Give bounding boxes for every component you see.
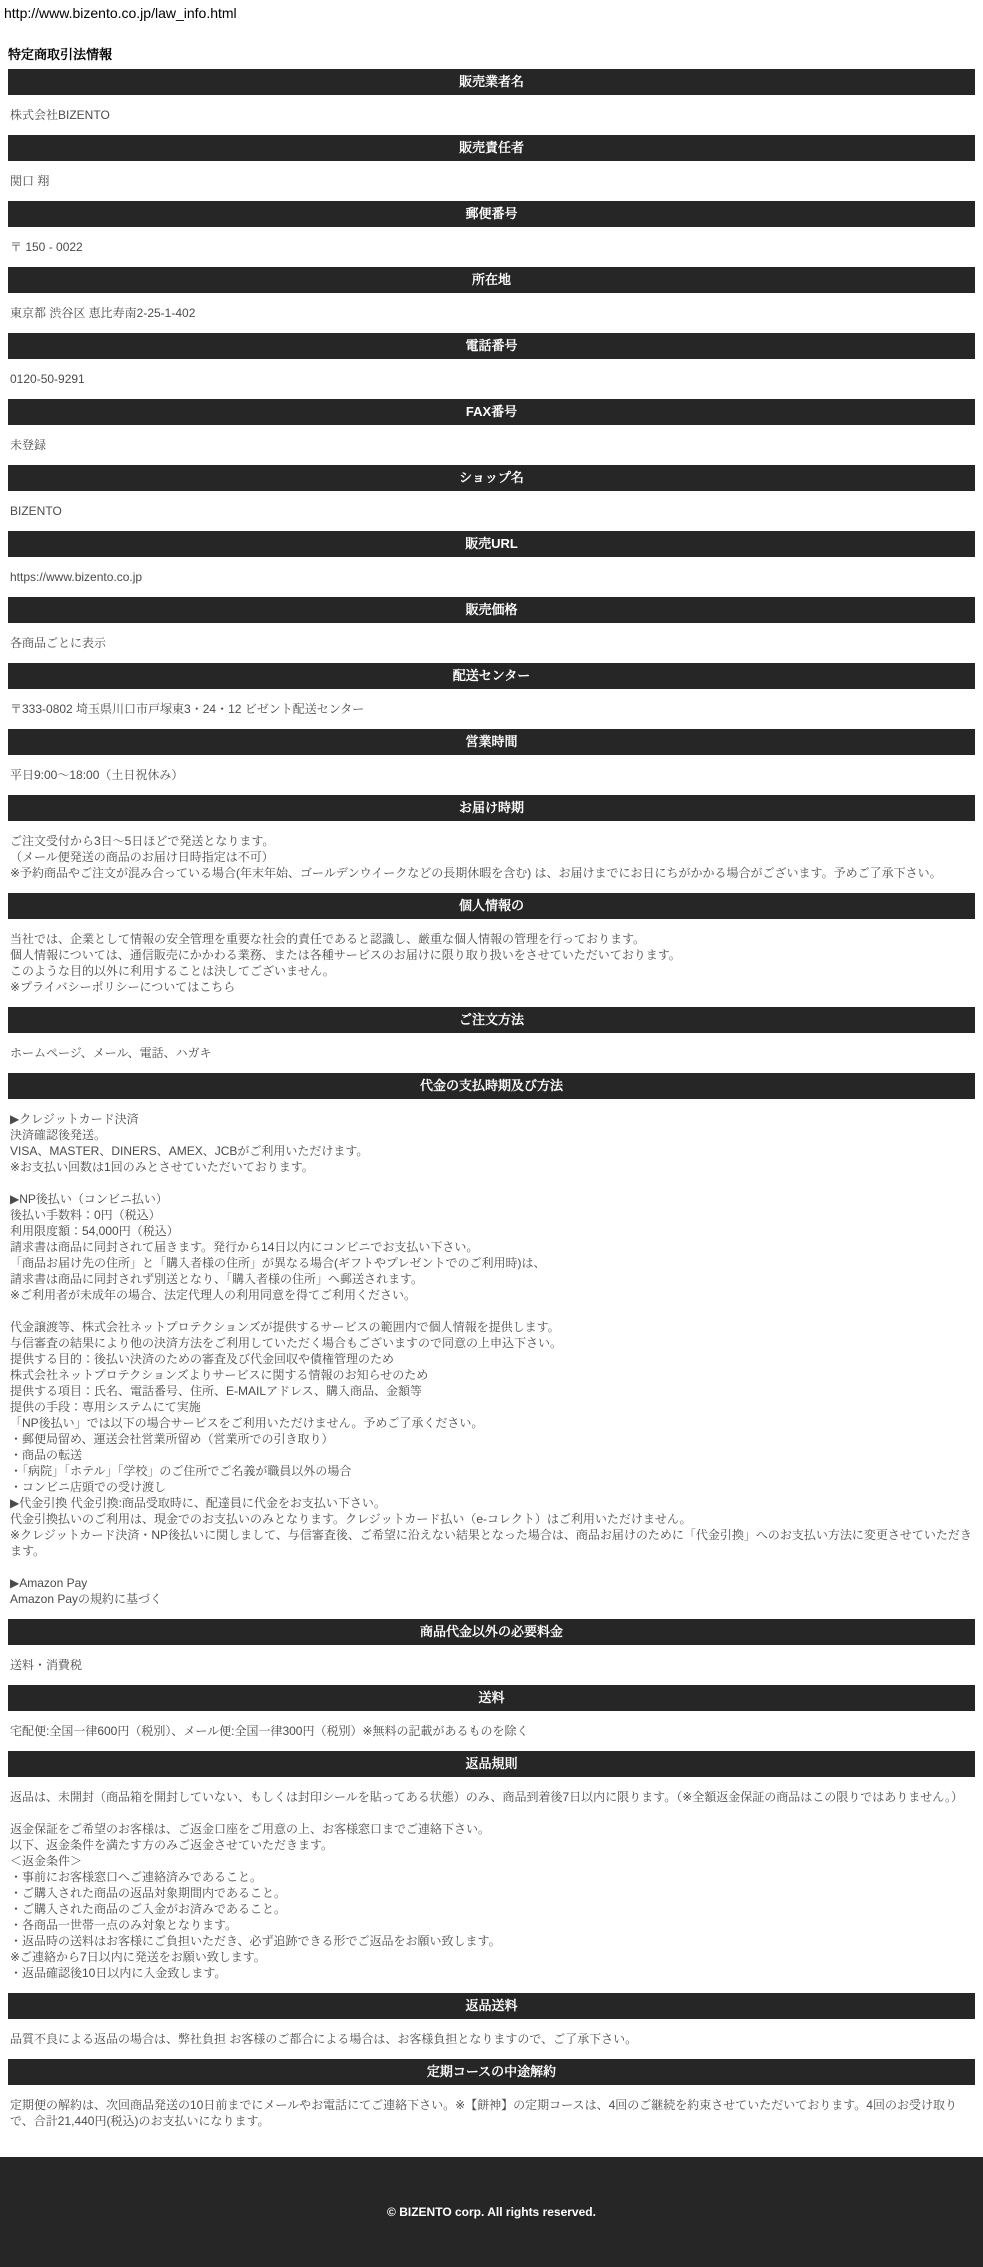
section-line: 返品は、未開封（商品箱を開封していない、もしくは封印シールを貼ってある状態）のみ、商品到着後7日以内に限ります。（※全額返金保証の商品はこの限りではありません。） (10, 1790, 963, 1804)
section-header: 営業時間 (8, 729, 975, 755)
section-header: ご注文方法 (8, 1007, 975, 1033)
section-line: 請求書は商品に同封されず別送となり、「購入者様の住所」へ郵送されます。 (10, 1272, 424, 1286)
section-content (10, 227, 973, 267)
section-line: 定期便の解約は、次回商品発送の10日前までにメールやお電話にてご連絡下さい。※【餅神】の定期コースは、4回のご継続を約束させていただいております。4回のお受け取りで、合計21,440円(税込)のお支払いになります。 (10, 2098, 957, 2128)
section-line: BIZENTO (10, 504, 62, 518)
section-line: 株式会社BIZENTO (10, 108, 110, 122)
law-section (0, 729, 983, 795)
section-line: ▶Amazon Pay (10, 1576, 88, 1590)
section-content (10, 2019, 973, 2059)
section-line: ・事前にお客様窓口へご連絡済みであること。 (10, 1870, 263, 1884)
law-section (0, 267, 983, 333)
section-header: 販売URL (8, 531, 975, 557)
section-content (10, 2085, 973, 2141)
section-line: 〒333-0802 埼玉県川口市戸塚東3・24・12 ビゼント配送センター (10, 702, 365, 716)
page-title: 特定商取引法情報 (8, 47, 113, 62)
section-line: 個人情報については、通信販売にかかわる業務、または各種サービスのお届けに限り取り扱いをさせていただいております。 (10, 948, 681, 962)
section-line: ・「病院」「ホテル」「学校」のご住所でご名義が職員以外の場合 (10, 1464, 352, 1478)
section-header: FAX番号 (8, 399, 975, 425)
section-line: ※プライバシーポリシーについてはこちら (10, 980, 236, 994)
section-line: ※ご連絡から7日以内に発送をお願い致します。 (10, 1950, 266, 1964)
section-line: ※お支払い回数は1回のみとさせていただいております。 (10, 1160, 314, 1174)
law-section (0, 1007, 983, 1073)
section-line: ・返品時の送料はお客様にご負担いただき、必ず追跡できる形でご返品をお願い致します。 (10, 1934, 501, 1948)
section-header: 個人情報の (8, 893, 975, 919)
section-header: 販売業者名 (8, 69, 975, 95)
law-section (0, 1073, 983, 1619)
section-content (10, 1099, 973, 1619)
section-line: 「NP後払い」では以下の場合サービスをご利用いただけません。予めご了承ください。 (10, 1416, 484, 1430)
section-header: 配送センター (8, 663, 975, 689)
section-header: お届け時期 (8, 795, 975, 821)
law-section (0, 2059, 983, 2141)
law-section (0, 69, 983, 135)
section-line (10, 1175, 973, 1191)
section-content (10, 161, 973, 201)
section-content (10, 1777, 973, 1993)
section-content (10, 425, 973, 465)
law-section (0, 531, 983, 597)
section-line: VISA、MASTER、DINERS、AMEX、JCBがご利用いただけます。 (10, 1144, 369, 1158)
section-line: 与信審査の結果により他の決済方法をご利用していただく場合もございますので同意の上申込下さい。 (10, 1336, 563, 1350)
section-line: 未登録 (10, 438, 47, 452)
section-line: 品質不良による返品の場合は、弊社負担 お客様のご都合による場合は、お客様負担となりますので、ご了承下さい。 (10, 2032, 638, 2046)
law-section (0, 1685, 983, 1751)
section-content (10, 95, 973, 135)
copyright-text: © BIZENTO corp. All rights reserved. (387, 2205, 596, 2219)
section-line: Amazon Payの規約に基づく (10, 1592, 163, 1606)
section-line: ※クレジットカード決済・NP後払いに関しまして、与信審査後、ご希望に沿えない結果となった場合は、商品お届けのために「代金引換」へのお支払い方法に変更させていただきます。 (10, 1528, 972, 1558)
section-line: 後払い手数料：0円（税込） (10, 1208, 161, 1222)
section-header: 返品送料 (8, 1993, 975, 2019)
section-line: 請求書は商品に同封されて届きます。発行から14日以内にコンビニでお支払い下さい。 (10, 1240, 479, 1254)
section-line: 決済確認後発送。 (10, 1128, 107, 1142)
section-content (10, 755, 973, 795)
section-content (10, 1033, 973, 1073)
law-section (0, 1619, 983, 1685)
section-line (10, 1303, 973, 1319)
section-content (10, 557, 973, 597)
law-section (0, 1993, 983, 2059)
section-line: ▶代金引換 代金引換:商品受取時に、配達員に代金をお支払い下さい。 (10, 1496, 386, 1510)
section-line: 提供の手段：専用システムにて実施 (10, 1400, 201, 1414)
section-line: ・各商品一世帯一点のみ対象となります。 (10, 1918, 238, 1932)
section-line: ご注文受付から3日〜5日ほどで発送となります。 (10, 834, 275, 848)
section-line: ・返品確認後10日以内に入金致します。 (10, 1966, 227, 1980)
section-header: 販売責任者 (8, 135, 975, 161)
section-line: 提供する項目：氏名、電話番号、住所、E-MAILアドレス、購入商品、金額等 (10, 1384, 423, 1398)
section-content (10, 359, 973, 399)
section-line: 平日9:00〜18:00（土日祝休み） (10, 768, 184, 782)
sections-container (0, 69, 983, 2141)
page-footer (0, 2157, 983, 2267)
page-url: http://www.bizento.co.jp/law_info.html (4, 5, 237, 21)
section-line: ・ご購入された商品の返品対象期間内であること。 (10, 1886, 287, 1900)
law-section (0, 893, 983, 1007)
section-header: 販売価格 (8, 597, 975, 623)
section-header: 電話番号 (8, 333, 975, 359)
section-content (10, 821, 973, 893)
section-line: 代金譲渡等、株式会社ネットプロテクションズが提供するサービスの範囲内で個人情報を提供します。 (10, 1320, 560, 1334)
section-line: ・コンビニ店頭での受け渡し (10, 1480, 167, 1494)
section-content (10, 1645, 973, 1685)
section-header: 商品代金以外の必要料金 (8, 1619, 975, 1645)
section-line (10, 1805, 973, 1821)
section-header: ショップ名 (8, 465, 975, 491)
section-line: 以下、返金条件を満たす方のみご返金させていただきます。 (10, 1838, 334, 1852)
section-line: 代金引換払いのご利用は、現金でのお支払いのみとなります。クレジットカード払い（e-コレクト）はご利用いただけません。 (10, 1512, 692, 1526)
section-header: 返品規則 (8, 1751, 975, 1777)
section-content (10, 689, 973, 729)
section-header: 郵便番号 (8, 201, 975, 227)
law-section (0, 597, 983, 663)
section-content (10, 1711, 973, 1751)
section-line: 東京都 渋谷区 恵比寿南2-25-1-402 (10, 306, 196, 320)
section-line: 株式会社ネットプロテクションズよりサービスに関する情報のお知らせのため (10, 1368, 429, 1382)
section-line: ・ご購入された商品のご入金がお済みであること。 (10, 1902, 287, 1916)
section-line: ▶NP後払い（コンビニ払い） (10, 1192, 168, 1206)
section-header: 代金の支払時期及び方法 (8, 1073, 975, 1099)
section-line: 「商品お届け先の住所」と「購入者様の住所」が異なる場合(ギフトやプレゼントでのご利用時)は、 (10, 1256, 546, 1270)
section-header: 定期コースの中途解約 (8, 2059, 975, 2085)
section-header: 送料 (8, 1685, 975, 1711)
section-content (10, 293, 973, 333)
section-line: ※ご利用者が未成年の場合、法定代理人の利用同意を得てご利用ください。 (10, 1288, 417, 1302)
section-content (10, 491, 973, 531)
law-section (0, 663, 983, 729)
section-content (10, 919, 973, 1007)
section-content (10, 623, 973, 663)
law-section (0, 465, 983, 531)
section-line: （メール便発送の商品のお届け日時指定は不可） (10, 850, 274, 864)
law-section (0, 201, 983, 267)
section-line (10, 1559, 973, 1575)
section-line: 〒 150 - 0022 (10, 240, 83, 254)
section-line: ＜返金条件＞ (10, 1854, 83, 1868)
law-section (0, 399, 983, 465)
section-line: 関口 翔 (10, 174, 50, 188)
section-line: ※予約商品やご注文が混み合っている場合(年末年始、ゴールデンウイークなどの長期休暇を含む) は、お届けまでにお日にちがかかる場合がございます。予めご了承下さい。 (10, 866, 942, 880)
section-line: 送料・消費税 (10, 1658, 83, 1672)
section-line: 各商品ごとに表示 (10, 636, 107, 650)
section-line: 0120-50-9291 (10, 372, 85, 386)
section-line: 宅配便:全国一律600円（税別）、メール便:全国一律300円（税別）※無料の記載があるものを除く (10, 1724, 529, 1738)
section-line: ・商品の転送 (10, 1448, 83, 1462)
section-header: 所在地 (8, 267, 975, 293)
section-line: ・郵便局留め、運送会社営業所留め（営業所での引き取り） (10, 1432, 334, 1446)
section-line: https://www.bizento.co.jp (10, 570, 143, 584)
section-line: 当社では、企業として情報の安全管理を重要な社会的責任であると認識し、厳重な個人情報の管理を行っております。 (10, 932, 646, 946)
section-line: このような目的以外に利用することは決してございません。 (10, 964, 335, 978)
section-line: 返金保証をご希望のお客様は、ご返金口座をご用意の上、お客様窓口までご連絡下さい。 (10, 1822, 491, 1836)
law-section (0, 333, 983, 399)
section-line: 利用限度額：54,000円（税込） (10, 1224, 179, 1238)
law-section (0, 135, 983, 201)
law-section (0, 795, 983, 893)
section-line: ▶クレジットカード決済 (10, 1112, 139, 1126)
section-line: 提供する目的：後払い決済のための審査及び代金回収や債権管理のため (10, 1352, 395, 1366)
law-section (0, 1751, 983, 1993)
section-line: ホームページ、メール、電話、ハガキ (10, 1046, 212, 1060)
